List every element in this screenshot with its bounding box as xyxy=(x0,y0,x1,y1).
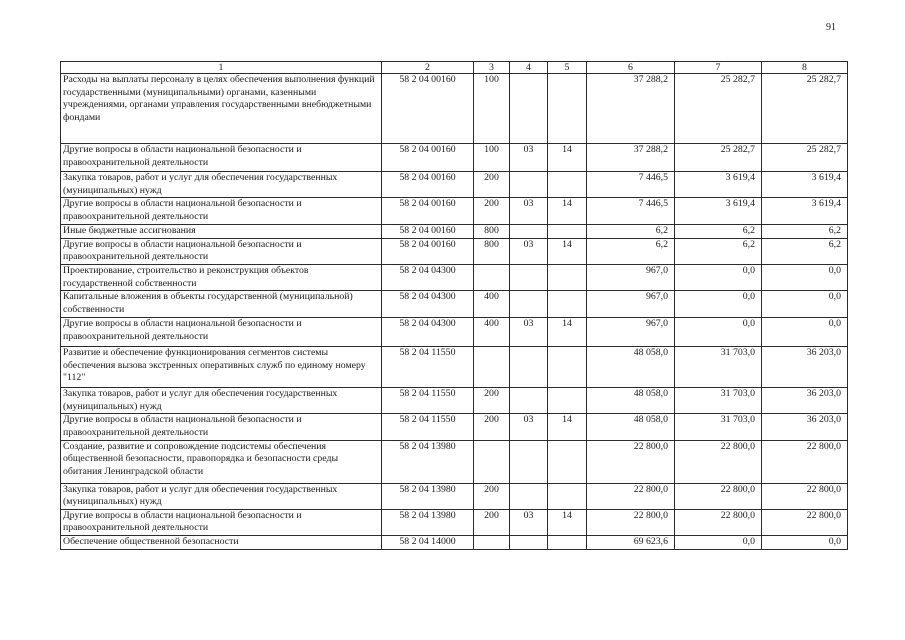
amount-year-3: 25 282,7 xyxy=(762,74,848,144)
table-row xyxy=(61,198,848,225)
section: 03 xyxy=(510,509,548,535)
amount-year-3: 25 282,7 xyxy=(762,144,848,172)
subsection xyxy=(548,291,587,318)
amount-year-3: 36 203,0 xyxy=(762,347,848,388)
table-row xyxy=(61,318,848,347)
subsection xyxy=(548,74,587,144)
amount-year-1: 967,0 xyxy=(587,318,675,347)
table-row xyxy=(61,144,848,172)
item-name: Закупка товаров, работ и услуг для обеспечения государственных (муниципальных) нужд xyxy=(61,172,382,198)
section: 03 xyxy=(510,144,548,172)
target-code: 58 2 04 13980 xyxy=(382,483,474,509)
table-row xyxy=(61,225,848,239)
section xyxy=(510,388,548,414)
expense-type: 200 xyxy=(474,388,510,414)
expense-type: 200 xyxy=(474,172,510,198)
section xyxy=(510,225,548,239)
amount-year-1: 69 623,6 xyxy=(587,535,675,549)
subsection xyxy=(548,388,587,414)
amount-year-2: 6,2 xyxy=(675,225,762,239)
amount-year-2: 31 703,0 xyxy=(675,388,762,414)
amount-year-1: 22 800,0 xyxy=(587,509,675,535)
amount-year-3: 3 619,4 xyxy=(762,172,848,198)
amount-year-1: 22 800,0 xyxy=(587,440,675,483)
expense-type xyxy=(474,535,510,549)
subsection: 14 xyxy=(548,509,587,535)
header-cell: 1 xyxy=(61,62,382,74)
subsection xyxy=(548,225,587,239)
amount-year-1: 48 058,0 xyxy=(587,388,675,414)
amount-year-1: 967,0 xyxy=(587,291,675,318)
item-name: Другие вопросы в области национальной безопасности и правоохранительной деятельности xyxy=(61,144,382,172)
target-code: 58 2 04 14000 xyxy=(382,535,474,549)
item-name: Другие вопросы в области национальной безопасности и правоохранительной деятельности xyxy=(61,318,382,347)
section: 03 xyxy=(510,198,548,225)
expense-type: 800 xyxy=(474,225,510,239)
subsection: 14 xyxy=(548,238,587,264)
amount-year-3: 3 619,4 xyxy=(762,198,848,225)
amount-year-2: 31 703,0 xyxy=(675,347,762,388)
table-row xyxy=(61,440,848,483)
table-row xyxy=(61,535,848,549)
subsection xyxy=(548,347,587,388)
item-name: Другие вопросы в области национальной безопасности и правоохранительной деятельности xyxy=(61,198,382,225)
page-number: 91 xyxy=(826,22,836,33)
target-code: 58 2 04 11550 xyxy=(382,347,474,388)
amount-year-2: 6,2 xyxy=(675,238,762,264)
header-cell: 5 xyxy=(548,62,587,74)
section xyxy=(510,291,548,318)
expense-type: 400 xyxy=(474,318,510,347)
item-name: Другие вопросы в области национальной безопасности и правоохранительной деятельности xyxy=(61,238,382,264)
target-code: 58 2 04 00160 xyxy=(382,225,474,239)
amount-year-3: 0,0 xyxy=(762,291,848,318)
header-cell: 6 xyxy=(587,62,675,74)
expense-type: 200 xyxy=(474,414,510,440)
section xyxy=(510,74,548,144)
amount-year-2: 25 282,7 xyxy=(675,144,762,172)
amount-year-2: 0,0 xyxy=(675,535,762,549)
amount-year-2: 0,0 xyxy=(675,264,762,290)
amount-year-3: 22 800,0 xyxy=(762,509,848,535)
expense-type xyxy=(474,440,510,483)
amount-year-1: 22 800,0 xyxy=(587,483,675,509)
amount-year-2: 22 800,0 xyxy=(675,440,762,483)
item-name: Закупка товаров, работ и услуг для обеспечения государственных (муниципальных) нужд xyxy=(61,483,382,509)
table-row xyxy=(61,264,848,290)
table-row xyxy=(61,483,848,509)
subsection: 14 xyxy=(548,318,587,347)
target-code: 58 2 04 11550 xyxy=(382,388,474,414)
expense-type: 400 xyxy=(474,291,510,318)
target-code: 58 2 04 11550 xyxy=(382,414,474,440)
item-name: Проектирование, строительство и реконструкция объектов государственной собственности xyxy=(61,264,382,290)
expense-type xyxy=(474,347,510,388)
section: 03 xyxy=(510,318,548,347)
amount-year-1: 6,2 xyxy=(587,238,675,264)
header-cell: 7 xyxy=(675,62,762,74)
expense-type: 100 xyxy=(474,74,510,144)
item-name: Обеспечение общественной безопасности xyxy=(61,535,382,549)
table-row xyxy=(61,238,848,264)
amount-year-2: 0,0 xyxy=(675,318,762,347)
amount-year-1: 7 446,5 xyxy=(587,198,675,225)
item-name: Создание, развитие и сопровождение подсистемы обеспечения общественной безопасности, правопорядка и безопасности среды обитания Ленинградской области xyxy=(61,440,382,483)
header-cell: 4 xyxy=(510,62,548,74)
amount-year-2: 25 282,7 xyxy=(675,74,762,144)
amount-year-1: 37 288,2 xyxy=(587,74,675,144)
subsection xyxy=(548,440,587,483)
expense-type xyxy=(474,264,510,290)
header-row xyxy=(61,62,848,74)
target-code: 58 2 04 13980 xyxy=(382,440,474,483)
item-name: Закупка товаров, работ и услуг для обеспечения государственных (муниципальных) нужд xyxy=(61,388,382,414)
amount-year-2: 0,0 xyxy=(675,291,762,318)
budget-table xyxy=(60,61,848,550)
expense-type: 800 xyxy=(474,238,510,264)
amount-year-3: 0,0 xyxy=(762,318,848,347)
amount-year-2: 22 800,0 xyxy=(675,483,762,509)
amount-year-2: 3 619,4 xyxy=(675,172,762,198)
section xyxy=(510,172,548,198)
table-row xyxy=(61,509,848,535)
amount-year-3: 22 800,0 xyxy=(762,483,848,509)
section xyxy=(510,347,548,388)
header-cell: 8 xyxy=(762,62,848,74)
item-name: Капитальные вложения в объекты государственной (муниципальной) собственности xyxy=(61,291,382,318)
section: 03 xyxy=(510,414,548,440)
expense-type: 100 xyxy=(474,144,510,172)
target-code: 58 2 04 04300 xyxy=(382,264,474,290)
table-row xyxy=(61,414,848,440)
item-name: Другие вопросы в области национальной безопасности и правоохранительной деятельности xyxy=(61,414,382,440)
target-code: 58 2 04 00160 xyxy=(382,238,474,264)
amount-year-3: 6,2 xyxy=(762,225,848,239)
amount-year-3: 0,0 xyxy=(762,535,848,549)
section xyxy=(510,264,548,290)
section xyxy=(510,535,548,549)
header-cell: 2 xyxy=(382,62,474,74)
target-code: 58 2 04 13980 xyxy=(382,509,474,535)
amount-year-1: 967,0 xyxy=(587,264,675,290)
item-name: Иные бюджетные ассигнования xyxy=(61,225,382,239)
amount-year-3: 22 800,0 xyxy=(762,440,848,483)
subsection: 14 xyxy=(548,198,587,225)
target-code: 58 2 04 00160 xyxy=(382,172,474,198)
table-row xyxy=(61,172,848,198)
amount-year-2: 31 703,0 xyxy=(675,414,762,440)
target-code: 58 2 04 04300 xyxy=(382,318,474,347)
amount-year-1: 37 288,2 xyxy=(587,144,675,172)
amount-year-1: 48 058,0 xyxy=(587,347,675,388)
target-code: 58 2 04 00160 xyxy=(382,74,474,144)
amount-year-3: 6,2 xyxy=(762,238,848,264)
amount-year-1: 48 058,0 xyxy=(587,414,675,440)
table-row xyxy=(61,74,848,144)
amount-year-1: 6,2 xyxy=(587,225,675,239)
amount-year-3: 36 203,0 xyxy=(762,414,848,440)
amount-year-3: 0,0 xyxy=(762,264,848,290)
section xyxy=(510,483,548,509)
subsection: 14 xyxy=(548,414,587,440)
expense-type: 200 xyxy=(474,509,510,535)
target-code: 58 2 04 00160 xyxy=(382,198,474,225)
target-code: 58 2 04 00160 xyxy=(382,144,474,172)
subsection: 14 xyxy=(548,144,587,172)
subsection xyxy=(548,535,587,549)
amount-year-2: 3 619,4 xyxy=(675,198,762,225)
item-name: Развитие и обеспечение функционирования сегментов системы обеспечения вызова экстренных оперативных служб по единому номеру "112" xyxy=(61,347,382,388)
table-row xyxy=(61,388,848,414)
subsection xyxy=(548,172,587,198)
item-name: Другие вопросы в области национальной безопасности и правоохранительной деятельности xyxy=(61,509,382,535)
subsection xyxy=(548,264,587,290)
table-row xyxy=(61,291,848,318)
section: 03 xyxy=(510,238,548,264)
item-name: Расходы на выплаты персоналу в целях обеспечения выполнения функций государственными (муниципальными) органами, казенными учреждениями, органами управления государственными внебюджетными фондами xyxy=(61,74,382,144)
table-row xyxy=(61,347,848,388)
subsection xyxy=(548,483,587,509)
amount-year-2: 22 800,0 xyxy=(675,509,762,535)
amount-year-1: 7 446,5 xyxy=(587,172,675,198)
target-code: 58 2 04 04300 xyxy=(382,291,474,318)
header-cell: 3 xyxy=(474,62,510,74)
expense-type: 200 xyxy=(474,198,510,225)
amount-year-3: 36 203,0 xyxy=(762,388,848,414)
section xyxy=(510,440,548,483)
expense-type: 200 xyxy=(474,483,510,509)
